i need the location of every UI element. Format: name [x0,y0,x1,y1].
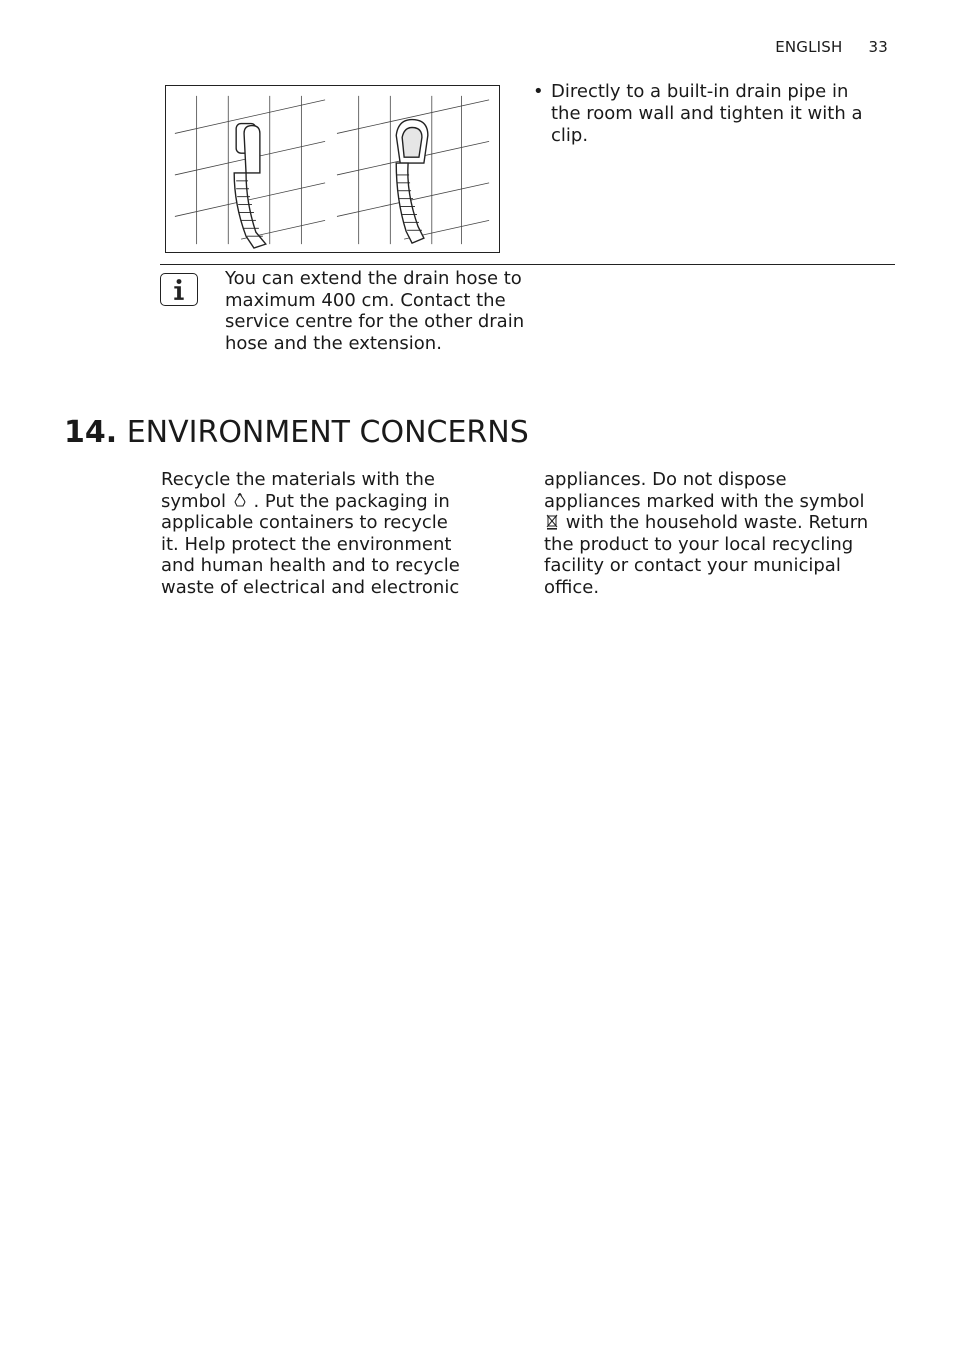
section-title: ENVIRONMENT CONCERNS [126,415,529,450]
body-left-text-2: . Put the packaging in applicable containers to recycle it. Help protect the environment and human health and to recycle waste of electrical and electronic [161,490,460,598]
page-number: 33 [868,38,888,56]
recycle-icon [232,491,248,509]
header-language: ENGLISH [775,38,843,56]
page-header [775,38,888,56]
section-divider [160,264,895,265]
drain-pipe-illustration [165,85,500,253]
crossed-out-bin-icon [544,512,560,530]
section-number: 14. [64,415,118,450]
body-right-text-1: appliances. Do not dispose appliances marked with the symbol [544,469,865,512]
info-note-text: You can extend the drain hose to maximum 400 cm. Contact the service centre for the other drain hose and the extension. [225,268,525,354]
drain-pipe-bullet [533,81,883,147]
body-right-text-2: with the household waste. Return the product to your local recycling facility or contact your municipal office. [544,512,869,598]
bullet-dot: • [533,81,544,102]
info-icon [160,273,198,306]
bullet-text: Directly to a built-in drain pipe in the room wall and tighten it with a clip. [551,81,863,146]
body-left-text-1: Recycle the materials with the symbol [161,469,435,512]
body-column-right [544,469,874,599]
section-heading [64,415,529,451]
body-column-left [161,469,471,599]
